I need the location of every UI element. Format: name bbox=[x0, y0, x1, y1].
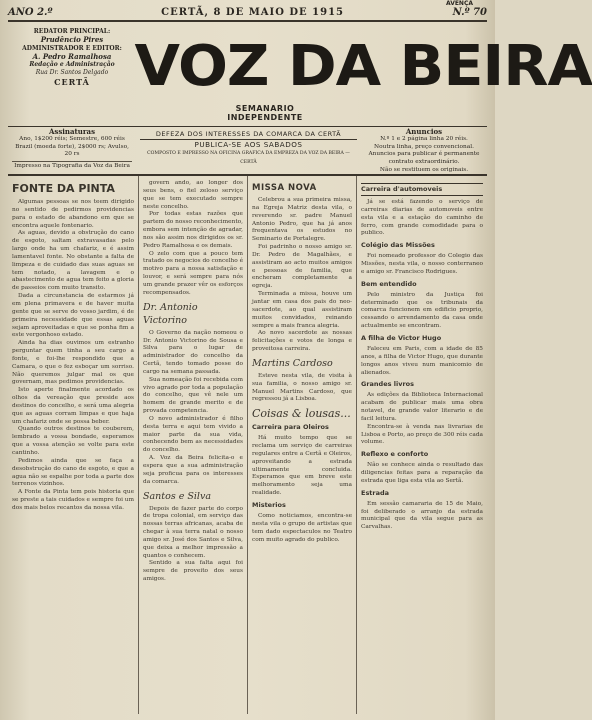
c3-paragraph-2: Foi padrinho o nosso amigo sr. Dr. Pedro de Magalhães, e assistiram ao acto muitos amigos e pessoas de familia, que encheram completamente a egreja. bbox=[252, 244, 352, 290]
admin-label: ADMINISTRADOR E EDITOR: bbox=[22, 44, 122, 52]
c4-paragraph-4: Faleceu em Paris, com a idade de 85 anos, a filha de Victor Hugo, que durante longos anos viveu num manicomio de alienados. bbox=[361, 345, 483, 376]
announcements-line-5: Não se restituem os originais. bbox=[379, 166, 469, 173]
tagline-box bbox=[140, 130, 357, 167]
announcements-heading: Anuncios bbox=[405, 127, 443, 136]
c4-paragraph-6: Encontra-se à venda nas livrarias de Lisboa e Porto, ao preço de 300 réis cada volume. bbox=[361, 423, 483, 446]
announcements-box bbox=[365, 128, 483, 175]
heading-carreira-oleiros: Carreira para Oleiros bbox=[252, 423, 329, 432]
heading-misterios: Misterios bbox=[252, 501, 286, 509]
c3-paragraph-6: Há muito tempo que se reclama um serviço de carreiras regulares entre a Certã e Oleiros, aproveitando a estrada ultimamente concluida. Esperamos que em breve este melhoramento seja uma realidade. bbox=[252, 435, 352, 497]
c1-paragraph-6: Quando outros destinos te couberem, lembrado a vossa bondade, esperamos que a vossa atenção se volte para este cantinho. bbox=[12, 426, 134, 456]
masthead-left bbox=[12, 28, 132, 86]
c4-paragraph-8: Em sessão camararia de 15 de Maio, foi deliberado o arranjo da estrada municipal que da vila segue para as Carvalhas. bbox=[361, 500, 483, 531]
c2-paragraph-8: Depois de fazer parte do corpo de tropa colonial, em serviço das nossas terras africanas, acaba de chegar à sua terra natal o nosso amigo sr. José dos Santos e Silva, que deixa a melhor impressão a quantos o conhecem. bbox=[143, 505, 243, 559]
c3-paragraph-1: Celebrou a sua primeira missa, na Egreja Matriz desta vila, o reverendo sr. padre Manuel Antonio Pedro, que ha já anos frequentava os estudos no Seminario de Portalegre. bbox=[252, 197, 352, 243]
tagline-schedule: PUBLICA-SE AOS SABADOS bbox=[194, 140, 303, 149]
c4-paragraph-5: As edições da Biblioteca Internacional acabam de publicar mais uma obra notavel, de grande valor literario e de facil leitura. bbox=[361, 392, 483, 422]
subscription-heading: Assinaturas bbox=[48, 127, 96, 136]
column-1 bbox=[12, 180, 134, 513]
rule-top bbox=[8, 20, 487, 22]
c4-paragraph-7: Não se conhece ainda o resultado das diligencias feitas para a reparação da estrada que liga esta vila ao Sertã. bbox=[361, 462, 483, 484]
c1-paragraph-4: Ainda ha dias ouvimos um estranho perguntar quem tinha a seu cargo a fonte, e foi-lhe respondido que a Camara, o que o fez esboçar um sorriso. Não queremos julgar mal os que governam, mas pedimos providencias. bbox=[12, 340, 134, 386]
editor-label: REDATOR PRINCIPAL: bbox=[33, 28, 111, 35]
announcements-line-4: contrato extraordinário. bbox=[388, 159, 460, 166]
c1-paragraph-2: As aguas, devido a obstrução do cano de esgoto, saltam extravasadas pelo largo onde ha um chafariz, e é assim lamentavel fonte. No obstante a falta de limpeza e de cuidado das suas aguas se tem notado, a lavagem e o abastecimento de agua tem feito a gloria de passeios com muito transito. bbox=[12, 230, 134, 292]
c4-paragraph-2: Foi nomeado professor do Colegio das Missões, nesta vila, o nosso conterraneo e amigo sr. Francisco Rodrigues. bbox=[361, 253, 483, 275]
c2-paragraph-7: A. Voz da Beira felicita-o e espera que a sua administração seja proficua para os interesses da comarca. bbox=[143, 455, 243, 485]
avenca-stamp: AVENÇA bbox=[445, 0, 473, 7]
column-rule-1 bbox=[138, 176, 139, 714]
heading-grandes-livros: Grandes livros bbox=[361, 380, 414, 389]
tagline-printer: COMPOSTO E IMPRESSO NA OFICINA GRAFICA DA EMPREZA DA VOZ DA BEIRA — CERTÃ bbox=[147, 151, 350, 165]
tagline-mission: DEFEZA DOS INTERESSES DA COMARCA DA CERTÃ bbox=[140, 130, 357, 140]
heading-santos-e-silva: Santos e Silva bbox=[143, 490, 211, 502]
c2-paragraph-2: Por todas estas razões que partem do nosso reconhecimento, embora sem intenção de agradar, nos são assim nos dirigidos os sr. Pedro Ramalhosa e os demais. bbox=[143, 211, 243, 249]
c3-paragraph-3: Terminada a missa, houve um jantar em casa dos pais do neo-sacerdote, ao qual assistiram muitos convidados, reinando sempre a mais franca alegria. bbox=[252, 291, 352, 329]
c1-paragraph-1: Algumas pessoas se nos teem dirigido no sentido de pedirmos providencias para o estado de abandono em que se encontra aquele fontenario. bbox=[12, 199, 134, 229]
heading-filha-victor-hugo: A filha de Victor Hugo bbox=[361, 333, 442, 342]
c1-paragraph-7: Pedimos ainda que se faça a desobstrução do cano de esgoto, e que a agua não se espalhe por toda a parte dos terrenos vizinhos. bbox=[12, 457, 134, 488]
column-4 bbox=[361, 180, 483, 532]
c3-paragraph-7: Como noticiamos, encontra-se nesta vila o grupo de artistas que tem dado espectaculos no Teatro com muito agrado do publico. bbox=[252, 513, 352, 543]
newspaper-subtitle: SEMANARIO INDEPENDENTE bbox=[227, 104, 303, 122]
heading-fonte-da-pinta: FONTE DA PINTA bbox=[12, 182, 115, 195]
column-2 bbox=[143, 180, 243, 584]
c1-paragraph-8: A Fonte da Pinta tem pois historia que se preste a tais cuidados e sempre foi um dos mais belos recantos da nossa vila. bbox=[12, 489, 135, 511]
c4-paragraph-3: Pelo ministro da Justiça foi determinado que os tribunais da comarca funcionem em edificio proprio, cessando o arrendamento da casa onde actualmente se encontram. bbox=[361, 291, 483, 330]
announcements-line-3: Anuncios para publicar é permanente bbox=[368, 151, 480, 158]
c3-paragraph-4: Ao novo sacerdote as nossas felicitações e votos de longa e proveitosa carreira. bbox=[252, 330, 352, 353]
c1-paragraph-3: Dada a circunstancia de estarmos já em plena primavera e de haver muita gente que se serve do vosso jardim, é de primeira necessidade que essas aguas sejam aproveitadas e que se ponha fim a este vergonhoso estado. bbox=[12, 293, 134, 339]
place-date: CERTÃ, 8 DE MAIO DE 1915 bbox=[161, 6, 344, 18]
subscription-box bbox=[12, 128, 132, 171]
c2-paragraph-5: Sua nomeação foi recebida com vivo agrado por toda a população do concelho, que vê nele um homem de grande merito e de provada competencia. bbox=[143, 376, 243, 415]
heading-bem-entendido: Bem entendido bbox=[361, 279, 417, 288]
c4-paragraph-1: Já se está fazendo o serviço de carreiras diarias de automoveis entre esta vila e a estação do caminho de ferro, com grande comodidade para o publico. bbox=[361, 199, 483, 237]
c3-paragraph-5: Esteve nesta vila, de visita à sua familia, o nosso amigo sr. Manuel Martins Cardoso, que regressou já a Lisboa. bbox=[252, 372, 352, 403]
c2-paragraph-9: Sentido a sua falta aqui foi sempre de proveito dos seus amigos. bbox=[143, 560, 243, 583]
editor-name: Prudêncio Pires bbox=[40, 35, 104, 45]
column-rule-2 bbox=[247, 176, 248, 714]
newspaper-title: VOZ DA BEIRA bbox=[134, 34, 592, 99]
heading-missa-nova: MISSA NOVA bbox=[252, 183, 317, 193]
year-label: ANO 2.º bbox=[8, 6, 53, 18]
c2-paragraph-1: govern ando, ao longer dos seus bens, o fiel zeloso serviço que se tem executado sempre neste concelho. bbox=[143, 180, 243, 210]
subscription-line-3: Impresso na Tipografia da Voz da Beira bbox=[12, 161, 132, 171]
office-town: CERTÃ bbox=[54, 76, 90, 87]
column-rule-3 bbox=[356, 176, 357, 714]
heading-reflexo-conforto: Reflexo e conforto bbox=[361, 450, 429, 459]
heading-estrada: Estrada bbox=[361, 488, 390, 497]
c2-paragraph-4: O Governo da nação nomeou o Dr. Antonio Victorino de Sousa e Silva para o lugar de administrador do concelho da Certã, tendo tomado posse do cargo na semana passada. bbox=[143, 329, 243, 375]
heading-colegio-missoes: Colégio das Missões bbox=[361, 241, 435, 250]
heading-coisas-e-lousas: Coisas & lousas... bbox=[252, 407, 351, 421]
announcements-line-1: N.º 1 e 2 página linha 20 réis. bbox=[380, 135, 468, 142]
heading-martins-cardoso: Martins Cardoso bbox=[252, 357, 333, 369]
office-label: Redação e Administração bbox=[29, 61, 115, 69]
office-address: Rua Dr. Santos Delgado bbox=[35, 69, 109, 77]
admin-name: A. Pedro Ramalhosa bbox=[32, 51, 112, 61]
issue-number: N.º 70 bbox=[452, 6, 487, 18]
c2-paragraph-3: O zelo com que a pouco tem tratado os negocios do concelho é motivo para a nossa satisfação e louvor, e será sempre para nós um grande prazer vêr os esforços recompensados. bbox=[143, 250, 244, 296]
c1-paragraph-5: Isto aperte finalmente acordado os olhos da vereação que preside aos destinos do concelho, e será uma alegria que as aguas corram limpas e que haja um chafariz onde se possa beber. bbox=[12, 387, 134, 425]
announcements-line-2: Noutra linha, preço convencional. bbox=[374, 143, 474, 150]
column-3 bbox=[252, 180, 352, 544]
heading-antonio-victorino: Dr. Antonio Victorino bbox=[143, 301, 198, 326]
dateline bbox=[8, 4, 487, 20]
c2-paragraph-6: O novo administrador é filho desta terra e aqui tem vivido a maior parte da sua vida, conhecendo bem as necessidades do concelho. bbox=[143, 415, 243, 454]
subscription-line-2: Brazil (moeda forte), 2$000 rs; Avulso, 20 rs bbox=[15, 143, 129, 158]
heading-carreira-automoveis: Carreira d'automoveis bbox=[361, 183, 483, 196]
subscription-line-1: Ano, 1$200 réis; Semestre, 600 réis bbox=[19, 135, 125, 142]
